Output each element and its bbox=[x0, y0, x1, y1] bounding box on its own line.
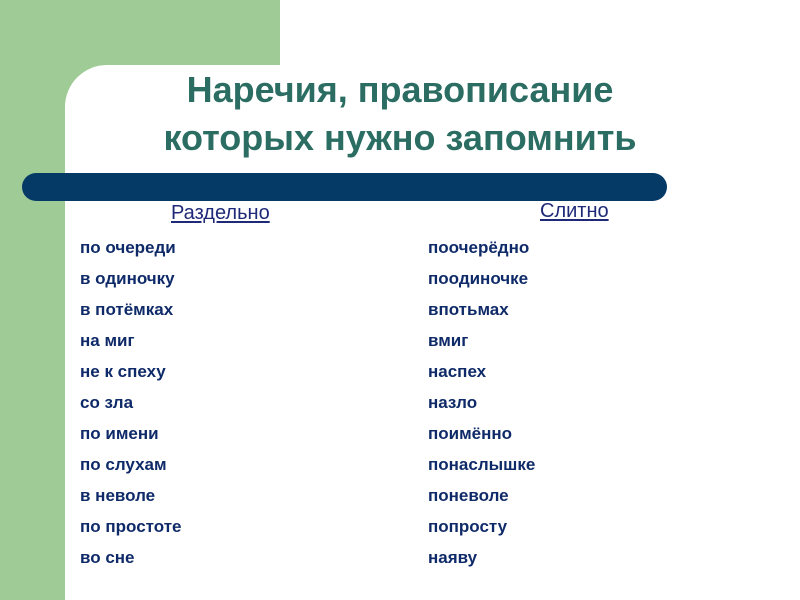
list-item: в одиночку bbox=[80, 269, 175, 288]
list-item: наяву bbox=[428, 548, 478, 567]
list-item: не к спеху bbox=[80, 362, 166, 381]
together-words-list bbox=[428, 232, 535, 573]
list-item: наспех bbox=[428, 362, 487, 381]
list-item: поочерёдно bbox=[428, 238, 530, 257]
list-item: поодиночке bbox=[428, 269, 529, 288]
title-divider-bar bbox=[22, 173, 667, 201]
list-item: по имени bbox=[80, 424, 159, 443]
list-item: по слухам bbox=[80, 455, 167, 474]
title-line-1: Наречия, правописание bbox=[186, 69, 614, 110]
list-item: в неволе bbox=[80, 486, 156, 505]
slide-title bbox=[70, 66, 730, 162]
column-header-separate: Раздельно bbox=[171, 202, 270, 224]
separate-words-list bbox=[80, 232, 182, 573]
list-item: во сне bbox=[80, 548, 135, 567]
list-item: по простоте bbox=[80, 517, 182, 536]
list-item: со зла bbox=[80, 393, 134, 412]
list-item: поимённо bbox=[428, 424, 513, 443]
list-item: назло bbox=[428, 393, 478, 412]
list-item: в потёмках bbox=[80, 300, 174, 319]
list-item: по очереди bbox=[80, 238, 176, 257]
list-item: поневоле bbox=[428, 486, 509, 505]
list-item: на миг bbox=[80, 331, 135, 350]
title-line-2: которых нужно запомнить bbox=[163, 117, 637, 158]
list-item: понаслышке bbox=[428, 455, 536, 474]
column-header-together: Слитно bbox=[540, 200, 609, 222]
list-item: попросту bbox=[428, 517, 508, 536]
list-item: вмиг bbox=[428, 331, 469, 350]
list-item: впотьмах bbox=[428, 300, 509, 319]
